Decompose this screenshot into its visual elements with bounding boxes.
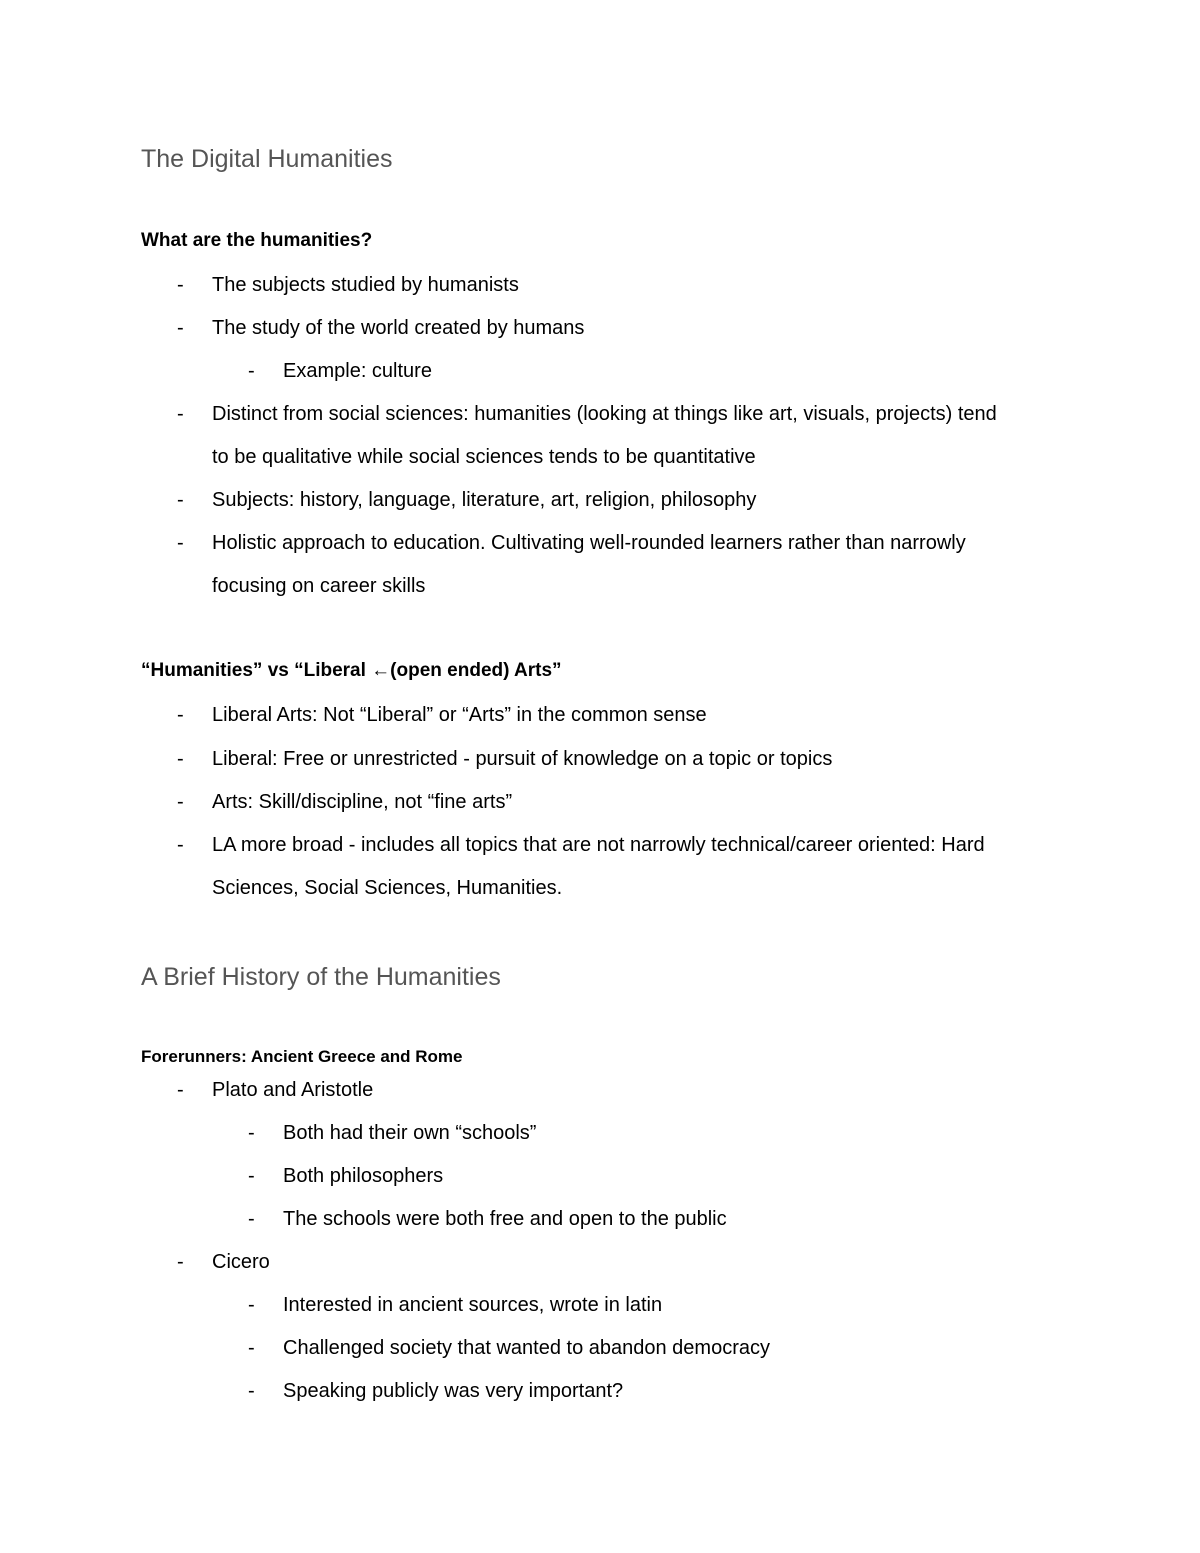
bullet-dash: - bbox=[177, 791, 184, 813]
bullet-dash: - bbox=[177, 317, 184, 339]
list-item: Arts: Skill/discipline, not “fine arts” bbox=[212, 791, 513, 813]
bullet-dash: - bbox=[248, 1122, 255, 1144]
section-title: The Digital Humanities bbox=[141, 145, 393, 173]
bullet-dash: - bbox=[248, 1165, 255, 1187]
list-item: Liberal: Free or unrestricted - pursuit of knowledge on a topic or topics bbox=[212, 748, 833, 770]
bullet-dash: - bbox=[177, 1079, 184, 1101]
sub-list-item: Challenged society that wanted to abandon democracy bbox=[283, 1337, 770, 1359]
list-item: The study of the world created by humans bbox=[212, 317, 585, 339]
list-item-line: to be qualitative while social sciences tends to be quantitative bbox=[212, 446, 756, 468]
sub-list-item: Example: culture bbox=[283, 360, 432, 382]
bullet-dash: - bbox=[177, 274, 184, 296]
list-item: Cicero bbox=[212, 1251, 270, 1273]
bullet-dash: - bbox=[248, 1208, 255, 1230]
bullet-dash: - bbox=[177, 748, 184, 770]
list-item-line: LA more broad - includes all topics that are not narrowly technical/career oriented: Hard bbox=[212, 834, 985, 856]
list-item: Liberal Arts: Not “Liberal” or “Arts” in the common sense bbox=[212, 704, 707, 726]
sub-list-item: Both philosophers bbox=[283, 1165, 444, 1187]
list-item-line: Sciences, Social Sciences, Humanities. bbox=[212, 877, 563, 899]
bullet-dash: - bbox=[248, 1380, 255, 1402]
sub-list-item: The schools were both free and open to the public bbox=[283, 1208, 727, 1230]
list-item: Plato and Aristotle bbox=[212, 1079, 374, 1101]
bullet-dash: - bbox=[177, 403, 184, 425]
sub-list-item: Speaking publicly was very important? bbox=[283, 1380, 624, 1402]
list-item-line: Distinct from social sciences: humanities (looking at things like art, visuals, projects) tend bbox=[212, 403, 997, 425]
bullet-dash: - bbox=[177, 704, 184, 726]
subsection-heading: What are the humanities? bbox=[141, 230, 373, 251]
bullet-dash: - bbox=[177, 489, 184, 511]
bullet-dash: - bbox=[177, 1251, 184, 1273]
bullet-dash: - bbox=[177, 834, 184, 856]
bullet-dash: - bbox=[177, 532, 184, 554]
list-item-line: Holistic approach to education. Cultivating well-rounded learners rather than narrowly bbox=[212, 532, 966, 554]
sub-list-item: Both had their own “schools” bbox=[283, 1122, 537, 1144]
list-item: Subjects: history, language, literature, art, religion, philosophy bbox=[212, 489, 757, 511]
section-title: A Brief History of the Humanities bbox=[141, 963, 501, 991]
list-item: The subjects studied by humanists bbox=[212, 274, 519, 296]
subsection-heading: Forerunners: Ancient Greece and Rome bbox=[141, 1047, 463, 1066]
bullet-dash: - bbox=[248, 1337, 255, 1359]
sub-list-item: Interested in ancient sources, wrote in latin bbox=[283, 1294, 663, 1316]
bullet-dash: - bbox=[248, 360, 255, 382]
bullet-dash: - bbox=[248, 1294, 255, 1316]
list-item-line: focusing on career skills bbox=[212, 575, 426, 597]
subsection-heading: “Humanities” vs “Liberal ←(open ended) Arts” bbox=[141, 660, 562, 681]
